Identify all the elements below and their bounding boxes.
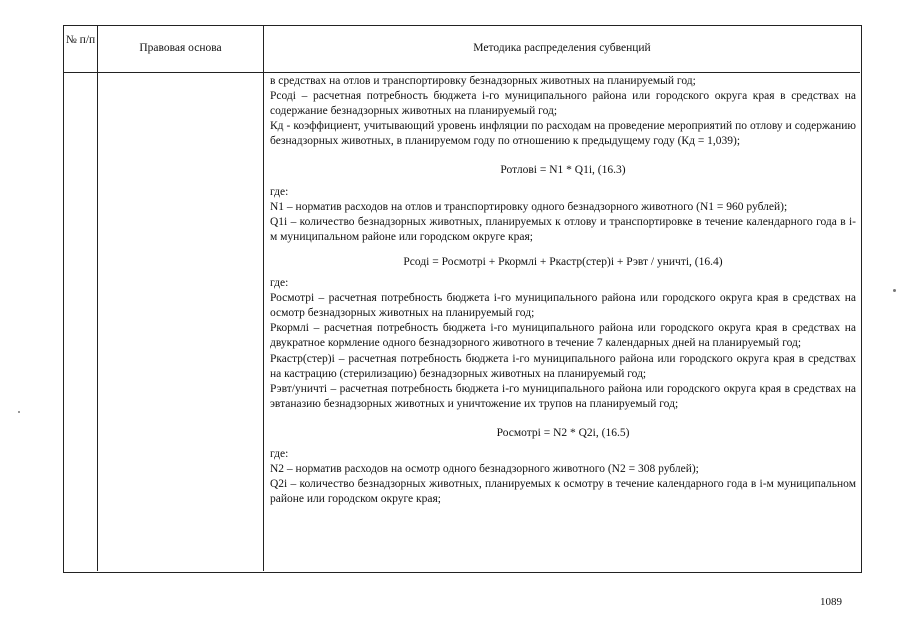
paragraph: в средствах на отлов и транспортировку безнадзорных животных на планируемый год; [270,75,696,87]
paragraph: Рэвт/уничтi – расчетная потребность бюджета i-го муниципального района или городского округа края в средствах на эвтаназию безнадзорных животных и уничтожение их трупов на планируемый год; [270,382,856,410]
paragraph: Ркормлi – расчетная потребность бюджета i-го муниципального района или городского округа края в средствах на двукратное кормление одного безнадзорного животного в течение 7 календарных дней на планируемый год; [270,322,856,350]
formula-16-4: Рсодi = Росмотрi + Ркормлi + Ркастр(стер)i + Рэвт / уничтi, (16.4) [403,255,723,268]
page-number: 1089 [820,596,842,608]
header-methodology: Методика распределения субвенций [473,42,651,54]
scan-speck [893,289,896,292]
paragraph: N1 – норматив расходов на отлов и транспортировку одного безнадзорного животного (N1 = 960 рублей); [270,200,788,213]
where-label: где: [270,185,289,198]
paragraph: N2 – норматив расходов на осмотр одного безнадзорного животного (N2 = 308 рублей); [270,463,699,476]
header-row-number: № п/п [65,34,96,46]
where-label: где: [270,277,289,290]
paragraph: Кд - коэффициент, учитывающий уровень инфляции по расходам на проведение мероприятий по отлову и содержанию безнадзорных животных, в планируемом году по отношению к предыдущему году (Кд = 1,039); [270,120,856,148]
paragraph: Рсодi – расчетная потребность бюджета i-го муниципального района или городского округа края в средствах на содержание безнадзорных животных на планируемый год; [270,90,856,118]
column-divider [97,25,98,571]
where-label: где: [270,447,289,460]
header-divider [63,72,860,73]
paragraph: Росмотрi – расчетная потребность бюджета i-го муниципального района или городского округа края в средствах на осмотр безнадзорных животных на планируемый год; [270,292,856,320]
formula-16-5: Росмотрi = N2 * Q2i, (16.5) [496,426,630,439]
header-legal-basis: Правовая основа [139,42,222,54]
paragraph: Ркастр(стер)i – расчетная потребность бюджета i-го муниципального района или городского округа края в средствах на кастрацию (стерилизацию) безнадзорных животных на планируемый год; [270,352,856,380]
paragraph: Q1i – количество безнадзорных животных, планируемых к отлову и транспортировке в течение календарного года в i-м муниципальном районе или городском округе края; [270,215,856,243]
methodology-text [270,74,856,507]
paragraph: Q2i – количество безнадзорных животных, планируемых к осмотру в течение календарного года в i-м муниципальном районе или городском округе края; [270,478,856,506]
scan-speck [18,411,20,413]
column-divider [263,25,264,571]
formula-16-3: Ротловi = N1 * Q1i, (16.3) [500,164,626,177]
